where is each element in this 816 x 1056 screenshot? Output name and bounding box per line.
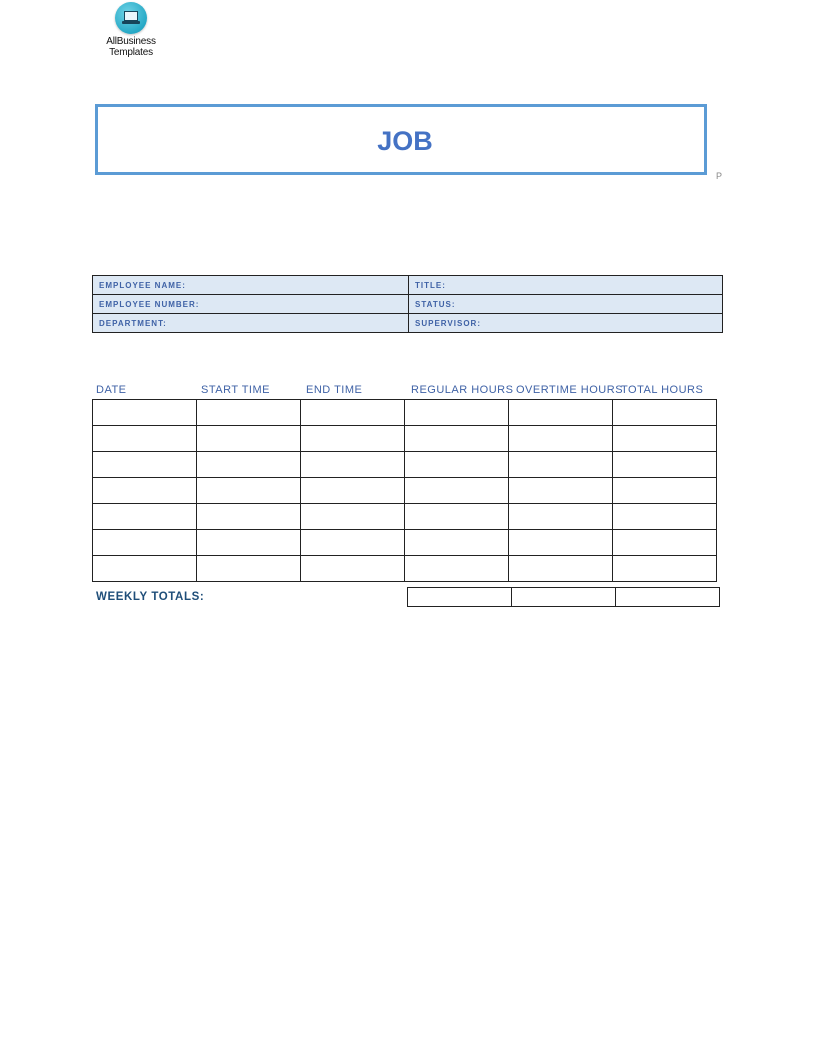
date-cell[interactable]: [93, 400, 197, 426]
weekly-totals-table: [407, 587, 720, 607]
table-row: [93, 452, 717, 478]
end-time-cell[interactable]: [301, 504, 405, 530]
table-row: [93, 400, 717, 426]
end-time-cell[interactable]: [301, 400, 405, 426]
start-time-cell[interactable]: [197, 478, 301, 504]
total-hours-cell[interactable]: [613, 426, 717, 452]
start-time-cell[interactable]: [197, 426, 301, 452]
title-field[interactable]: TITLE:: [409, 276, 723, 295]
table-row: [93, 478, 717, 504]
page-title: JOB: [377, 126, 433, 156]
date-cell[interactable]: [93, 478, 197, 504]
end-time-cell[interactable]: [301, 452, 405, 478]
info-row: [93, 314, 723, 333]
info-row: [93, 295, 723, 314]
timesheet-table: [92, 399, 717, 582]
end-time-cell[interactable]: [301, 530, 405, 556]
overtime-hours-cell[interactable]: [509, 400, 613, 426]
column-header-overtime-hours: OVERTIME HOURS: [516, 384, 624, 396]
column-header-end-time: END TIME: [306, 384, 363, 396]
weekly-totals-row: [408, 588, 720, 607]
regular-hours-cell[interactable]: [405, 530, 509, 556]
column-header-total-hours: TOTAL HOURS: [621, 384, 704, 396]
column-header-regular-hours: REGULAR HOURS: [411, 384, 514, 396]
weekly-totals-label: WEEKLY TOTALS:: [96, 591, 205, 603]
employee-info-table: [92, 275, 723, 333]
logo-line-1: AllBusiness: [106, 36, 156, 47]
company-logo: [100, 2, 162, 58]
end-time-cell[interactable]: [301, 426, 405, 452]
logo-text: [100, 36, 162, 58]
column-header-date: DATE: [96, 384, 127, 396]
department-field[interactable]: DEPARTMENT:: [93, 314, 409, 333]
start-time-cell[interactable]: [197, 504, 301, 530]
column-header-start-time: START TIME: [201, 384, 270, 396]
regular-hours-cell[interactable]: [405, 556, 509, 582]
regular-hours-cell[interactable]: [405, 400, 509, 426]
supervisor-field[interactable]: SUPERVISOR:: [409, 314, 723, 333]
date-cell[interactable]: [93, 452, 197, 478]
table-row: [93, 426, 717, 452]
total-hours-cell[interactable]: [613, 400, 717, 426]
table-row: [93, 504, 717, 530]
status-field[interactable]: STATUS:: [409, 295, 723, 314]
regular-hours-cell[interactable]: [405, 478, 509, 504]
start-time-cell[interactable]: [197, 556, 301, 582]
overtime-hours-cell[interactable]: [509, 530, 613, 556]
laptop-icon: [115, 2, 147, 34]
total-hours-cell[interactable]: [613, 478, 717, 504]
overtime-hours-cell[interactable]: [509, 504, 613, 530]
date-cell[interactable]: [93, 426, 197, 452]
regular-hours-cell[interactable]: [405, 504, 509, 530]
logo-line-2: Templates: [109, 47, 153, 58]
overtime-hours-cell[interactable]: [509, 556, 613, 582]
total-hours-cell[interactable]: [613, 504, 717, 530]
total-hours-cell[interactable]: [613, 556, 717, 582]
date-cell[interactable]: [93, 530, 197, 556]
overtime-hours-cell[interactable]: [509, 426, 613, 452]
table-row: [93, 556, 717, 582]
date-cell[interactable]: [93, 504, 197, 530]
total-hours-cell[interactable]: [613, 452, 717, 478]
stray-mark: P: [716, 171, 723, 181]
start-time-cell[interactable]: [197, 530, 301, 556]
regular-hours-cell[interactable]: [405, 426, 509, 452]
overtime-hours-cell[interactable]: [509, 478, 613, 504]
start-time-cell[interactable]: [197, 452, 301, 478]
info-row: [93, 276, 723, 295]
end-time-cell[interactable]: [301, 556, 405, 582]
table-row: [93, 530, 717, 556]
employee-number-field[interactable]: EMPLOYEE NUMBER:: [93, 295, 409, 314]
overtime-hours-cell[interactable]: [509, 452, 613, 478]
total-hours-cell[interactable]: [613, 530, 717, 556]
employee-name-field[interactable]: EMPLOYEE NAME:: [93, 276, 409, 295]
weekly-total-total-hours[interactable]: [616, 588, 720, 607]
start-time-cell[interactable]: [197, 400, 301, 426]
regular-hours-cell[interactable]: [405, 452, 509, 478]
weekly-total-overtime-hours[interactable]: [512, 588, 616, 607]
end-time-cell[interactable]: [301, 478, 405, 504]
date-cell[interactable]: [93, 556, 197, 582]
weekly-total-regular-hours[interactable]: [408, 588, 512, 607]
title-box: [95, 104, 707, 175]
